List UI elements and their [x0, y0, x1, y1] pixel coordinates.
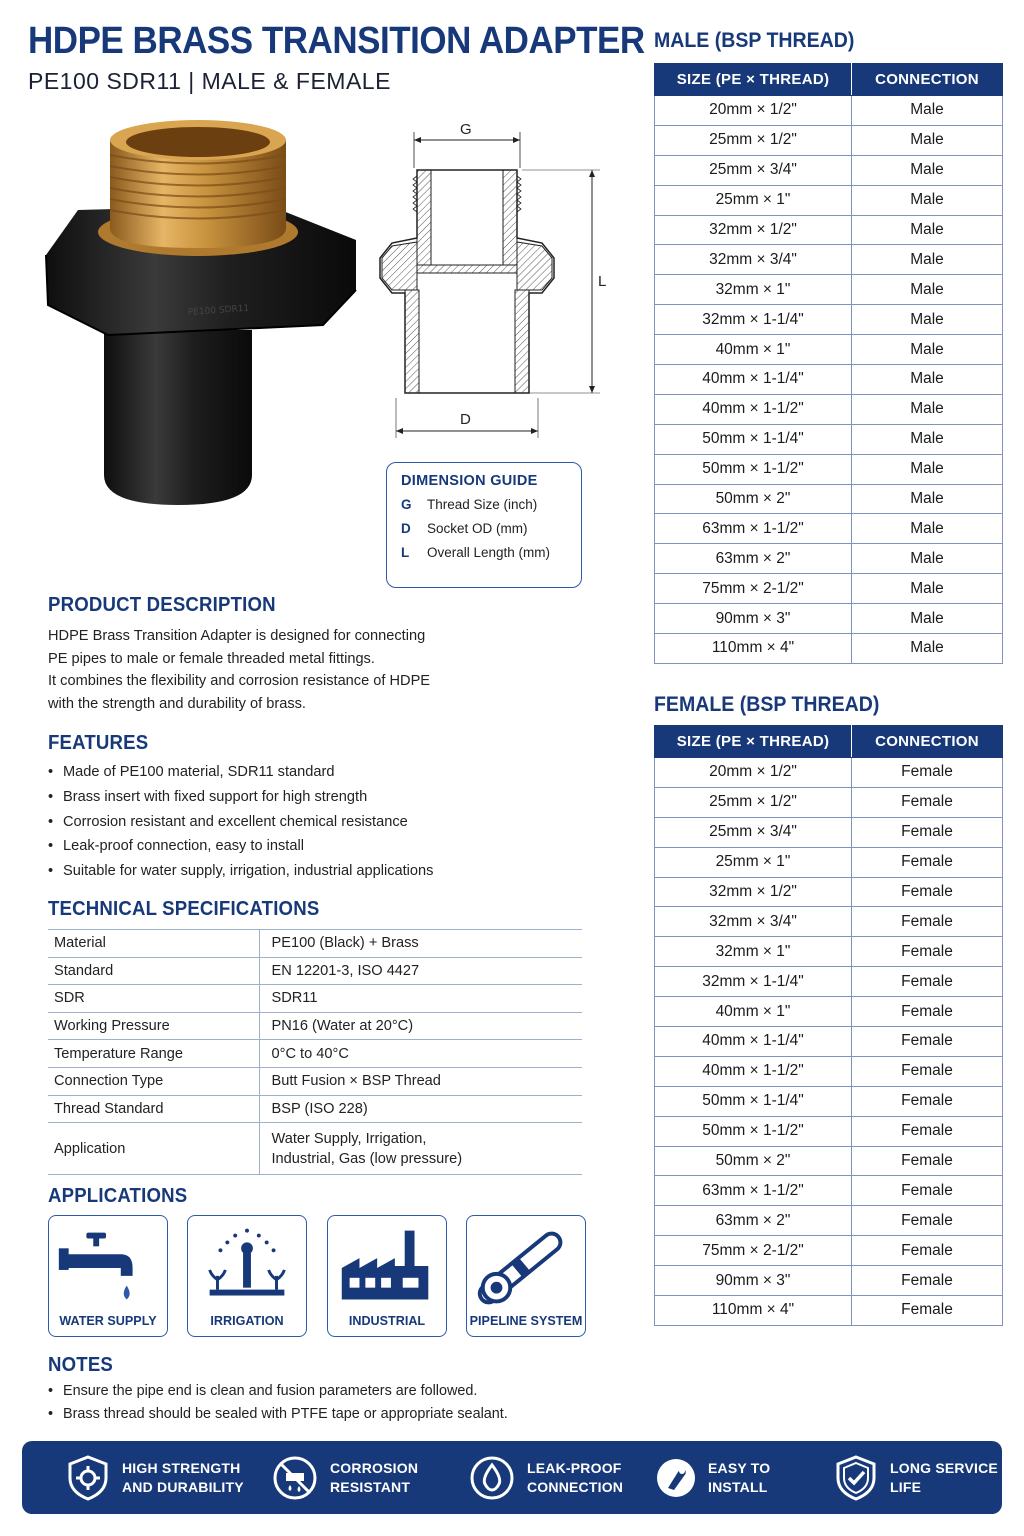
feature-item: • Made of PE100 material, SDR11 standard	[48, 760, 528, 785]
size-cell: 32mm × 1"	[655, 937, 852, 967]
description-line: HDPE Brass Transition Adapter is designed for connecting	[48, 628, 426, 644]
spec-label: Standard	[48, 957, 259, 985]
table-header-row	[655, 726, 1003, 758]
specs-heading: TECHNICAL SPECIFICATIONS	[48, 898, 320, 920]
connection-cell: Female	[852, 758, 1003, 788]
factory-icon	[328, 1224, 446, 1310]
dimension-guide-item: G Thread Size (inch)	[401, 497, 538, 512]
description-body	[48, 625, 488, 715]
table-row	[655, 394, 1003, 424]
connection-cell: Male	[852, 96, 1003, 126]
application-card-irrigation	[187, 1215, 307, 1337]
size-cell: 40mm × 1-1/4"	[655, 1027, 852, 1057]
table-row	[655, 484, 1003, 514]
spec-value: 0°C to 40°C	[259, 1040, 582, 1068]
size-cell: 32mm × 3/4"	[655, 245, 852, 275]
table-row	[48, 930, 582, 958]
table-row	[655, 514, 1003, 544]
connection-cell: Female	[852, 1116, 1003, 1146]
size-cell: 25mm × 1/2"	[655, 125, 852, 155]
table-row	[655, 1027, 1003, 1057]
size-cell: 50mm × 1-1/4"	[655, 424, 852, 454]
features-heading: FEATURES	[48, 732, 149, 754]
connection-cell: Female	[852, 1056, 1003, 1086]
features-list	[48, 760, 528, 884]
table-row	[655, 1146, 1003, 1176]
dimension-guide-title: DIMENSION GUIDE	[401, 473, 538, 489]
corrosion-icon	[272, 1455, 318, 1501]
spec-value: PN16 (Water at 20°C)	[259, 1012, 582, 1040]
table-row	[655, 365, 1003, 395]
notes-heading: NOTES	[48, 1354, 114, 1376]
table-row	[655, 1266, 1003, 1296]
table-row	[655, 1056, 1003, 1086]
hand-install-icon	[656, 1458, 696, 1498]
connection-cell: Male	[852, 125, 1003, 155]
connection-cell: Female	[852, 1176, 1003, 1206]
table-row	[655, 787, 1003, 817]
shield-check-icon	[834, 1454, 878, 1502]
table-row	[655, 1296, 1003, 1326]
table-row	[655, 1176, 1003, 1206]
size-cell: 25mm × 3/4"	[655, 155, 852, 185]
size-cell: 63mm × 1-1/2"	[655, 1176, 852, 1206]
size-cell: 40mm × 1"	[655, 335, 852, 365]
connection-cell: Female	[852, 1206, 1003, 1236]
application-label: PIPELINE SYSTEM	[469, 1314, 583, 1328]
connection-cell: Female	[852, 1296, 1003, 1326]
size-cell: 40mm × 1"	[655, 997, 852, 1027]
size-cell: 32mm × 3/4"	[655, 907, 852, 937]
size-cell: 75mm × 2-1/2"	[655, 574, 852, 604]
table-row	[655, 275, 1003, 305]
connection-cell: Female	[852, 817, 1003, 847]
specs-table	[48, 929, 582, 1175]
size-cell: 110mm × 4"	[655, 1296, 852, 1326]
spec-value: BSP (ISO 228)	[259, 1095, 582, 1123]
size-cell: 50mm × 1-1/4"	[655, 1086, 852, 1116]
feature-item: • Suitable for water supply, irrigation, industrial applications	[48, 859, 528, 884]
note-item: • Brass thread should be sealed with PTFE tape or appropriate sealant.	[48, 1403, 608, 1426]
description-line: It combines the flexibility and corrosion resistance of HDPE	[48, 673, 431, 689]
size-cell: 25mm × 1/2"	[655, 787, 852, 817]
connection-cell: Female	[852, 967, 1003, 997]
table-row	[655, 454, 1003, 484]
dim-label-l: L	[598, 273, 607, 290]
connection-cell: Male	[852, 275, 1003, 305]
size-cell: 32mm × 1/2"	[655, 215, 852, 245]
table-row	[655, 907, 1003, 937]
table-row	[48, 1012, 582, 1040]
dimension-guide	[386, 462, 582, 588]
spec-label: Working Pressure	[48, 1012, 259, 1040]
notes-list	[48, 1380, 608, 1425]
connection-cell: Male	[852, 514, 1003, 544]
spec-label: SDR	[48, 985, 259, 1013]
connection-cell: Female	[852, 847, 1003, 877]
connection-cell: Female	[852, 877, 1003, 907]
table-row	[655, 1206, 1003, 1236]
female-table-heading: FEMALE (BSP THREAD)	[654, 693, 880, 716]
size-cell: 63mm × 2"	[655, 1206, 852, 1236]
connection-cell: Female	[852, 1146, 1003, 1176]
size-cell: 50mm × 2"	[655, 484, 852, 514]
application-card-industrial	[327, 1215, 447, 1337]
page-subtitle: PE100 SDR11 | MALE & FEMALE	[28, 68, 391, 94]
male-table-heading: MALE (BSP THREAD)	[654, 29, 855, 52]
table-row	[48, 957, 582, 985]
table-row	[655, 125, 1003, 155]
column-header-connection: CONNECTION	[852, 726, 1003, 758]
size-cell: 32mm × 1-1/4"	[655, 967, 852, 997]
dimension-guide-item: D Socket OD (mm)	[401, 521, 528, 536]
male-size-table	[654, 63, 1003, 664]
table-row	[48, 985, 582, 1013]
connection-cell: Male	[852, 394, 1003, 424]
size-cell: 32mm × 1"	[655, 275, 852, 305]
column-header-size: SIZE (PE × THREAD)	[655, 64, 852, 96]
shield-gear-icon	[66, 1454, 110, 1502]
dim-label-g: G	[460, 121, 472, 138]
footer-item-easy-install	[656, 1441, 770, 1514]
size-cell: 25mm × 3/4"	[655, 817, 852, 847]
connection-cell: Female	[852, 787, 1003, 817]
feature-item: • Leak-proof connection, easy to install	[48, 834, 528, 859]
connection-cell: Female	[852, 907, 1003, 937]
connection-cell: Male	[852, 454, 1003, 484]
connection-cell: Female	[852, 1236, 1003, 1266]
size-cell: 32mm × 1/2"	[655, 877, 852, 907]
connection-cell: Male	[852, 424, 1003, 454]
product-image	[38, 110, 368, 510]
connection-cell: Male	[852, 365, 1003, 395]
application-label: IRRIGATION	[210, 1314, 284, 1328]
size-cell: 75mm × 2-1/2"	[655, 1236, 852, 1266]
footer-item-label: HIGH STRENGTH AND DURABILITY	[122, 1459, 244, 1495]
size-cell: 63mm × 2"	[655, 544, 852, 574]
table-row	[48, 1095, 582, 1123]
connection-cell: Male	[852, 185, 1003, 215]
spec-value: EN 12201-3, ISO 4427	[259, 957, 582, 985]
size-cell: 50mm × 1-1/2"	[655, 454, 852, 484]
table-row	[655, 967, 1003, 997]
spec-label: Temperature Range	[48, 1040, 259, 1068]
note-item: • Ensure the pipe end is clean and fusion parameters are followed.	[48, 1380, 608, 1403]
footer-item-high-strength	[66, 1441, 244, 1514]
spec-label: Application	[48, 1123, 259, 1175]
table-row	[655, 1116, 1003, 1146]
spec-value: SDR11	[259, 985, 582, 1013]
sprinkler-icon	[188, 1224, 306, 1310]
connection-cell: Male	[852, 574, 1003, 604]
footer-item-leak-proof	[469, 1441, 623, 1514]
size-cell: 50mm × 1-1/2"	[655, 1116, 852, 1146]
table-row	[655, 185, 1003, 215]
size-cell: 20mm × 1/2"	[655, 96, 852, 126]
footer-item-long-life	[834, 1441, 998, 1514]
description-heading: PRODUCT DESCRIPTION	[48, 594, 276, 616]
dimension-guide-item: L Overall Length (mm)	[401, 545, 551, 560]
connection-cell: Male	[852, 155, 1003, 185]
table-row	[655, 96, 1003, 126]
footer-item-label: EASY TO INSTALL	[708, 1459, 771, 1495]
table-header-row	[655, 64, 1003, 96]
description-line: with the strength and durability of brass.	[48, 695, 306, 712]
table-row	[655, 604, 1003, 634]
column-header-size: SIZE (PE × THREAD)	[655, 726, 852, 758]
connection-cell: Female	[852, 1266, 1003, 1296]
connection-cell: Male	[852, 484, 1003, 514]
connection-cell: Male	[852, 245, 1003, 275]
spec-label: Material	[48, 930, 259, 958]
table-row	[655, 305, 1003, 335]
size-cell: 40mm × 1-1/2"	[655, 1056, 852, 1086]
size-cell: 63mm × 1-1/2"	[655, 514, 852, 544]
footer-item-corrosion	[272, 1441, 418, 1514]
size-cell: 20mm × 1/2"	[655, 758, 852, 788]
description-line: PE pipes to male or female threaded metal fittings.	[48, 650, 375, 667]
spec-label: Connection Type	[48, 1067, 259, 1095]
footer-item-label: LEAK-PROOF CONNECTION	[527, 1459, 624, 1495]
connection-cell: Female	[852, 997, 1003, 1027]
applications-heading: APPLICATIONS	[48, 1185, 188, 1207]
application-card-pipeline-system	[466, 1215, 586, 1337]
application-card-water-supply	[48, 1215, 168, 1337]
table-row	[48, 1040, 582, 1068]
size-cell: 32mm × 1-1/4"	[655, 305, 852, 335]
feature-item: • Corrosion resistant and excellent chemical resistance	[48, 810, 528, 835]
table-row	[655, 817, 1003, 847]
connection-cell: Female	[852, 1027, 1003, 1057]
application-label: INDUSTRIAL	[348, 1314, 426, 1328]
svg-text:PE100 SDR11: PE100 SDR11	[187, 303, 250, 318]
table-row	[655, 847, 1003, 877]
table-row	[655, 215, 1003, 245]
application-label: WATER SUPPLY	[59, 1314, 157, 1328]
size-cell: 25mm × 1"	[655, 847, 852, 877]
table-row	[48, 1123, 582, 1175]
faucet-icon	[49, 1224, 167, 1310]
table-row	[655, 245, 1003, 275]
connection-cell: Male	[852, 215, 1003, 245]
spec-value: Water Supply, Irrigation, Industrial, Gas (low pressure)	[259, 1123, 582, 1175]
connection-cell: Female	[852, 1086, 1003, 1116]
water-drop-icon	[469, 1455, 515, 1501]
size-cell: 90mm × 3"	[655, 1266, 852, 1296]
table-row	[655, 574, 1003, 604]
table-row	[655, 1236, 1003, 1266]
spec-value: Butt Fusion × BSP Thread	[259, 1067, 582, 1095]
table-row	[655, 877, 1003, 907]
size-cell: 50mm × 2"	[655, 1146, 852, 1176]
footer-item-label: CORROSION RESISTANT	[330, 1459, 419, 1495]
table-row	[655, 424, 1003, 454]
feature-item: • Brass insert with fixed support for high strength	[48, 785, 528, 810]
connection-cell: Male	[852, 604, 1003, 634]
technical-drawing	[372, 118, 622, 448]
size-cell: 25mm × 1"	[655, 185, 852, 215]
pipeline-icon	[467, 1224, 585, 1310]
connection-cell: Male	[852, 335, 1003, 365]
applications-grid	[48, 1215, 588, 1337]
dim-label-d: D	[460, 411, 471, 428]
table-row	[655, 544, 1003, 574]
table-row	[655, 997, 1003, 1027]
size-cell: 110mm × 4"	[655, 634, 852, 664]
connection-cell: Male	[852, 305, 1003, 335]
table-row	[655, 937, 1003, 967]
table-row	[655, 155, 1003, 185]
table-row	[655, 634, 1003, 664]
size-cell: 90mm × 3"	[655, 604, 852, 634]
page-title: HDPE BRASS TRANSITION ADAPTER	[28, 20, 645, 62]
table-row	[655, 758, 1003, 788]
column-header-connection: CONNECTION	[852, 64, 1003, 96]
connection-cell: Female	[852, 937, 1003, 967]
features-footer-bar	[22, 1441, 1002, 1514]
size-cell: 40mm × 1-1/4"	[655, 365, 852, 395]
spec-value: PE100 (Black) + Brass	[259, 930, 582, 958]
female-size-table	[654, 725, 1003, 1326]
footer-item-label: LONG SERVICE LIFE	[890, 1459, 998, 1495]
table-row	[655, 1086, 1003, 1116]
size-cell: 40mm × 1-1/2"	[655, 394, 852, 424]
connection-cell: Male	[852, 634, 1003, 664]
table-row	[48, 1067, 582, 1095]
spec-label: Thread Standard	[48, 1095, 259, 1123]
table-row	[655, 335, 1003, 365]
connection-cell: Male	[852, 544, 1003, 574]
